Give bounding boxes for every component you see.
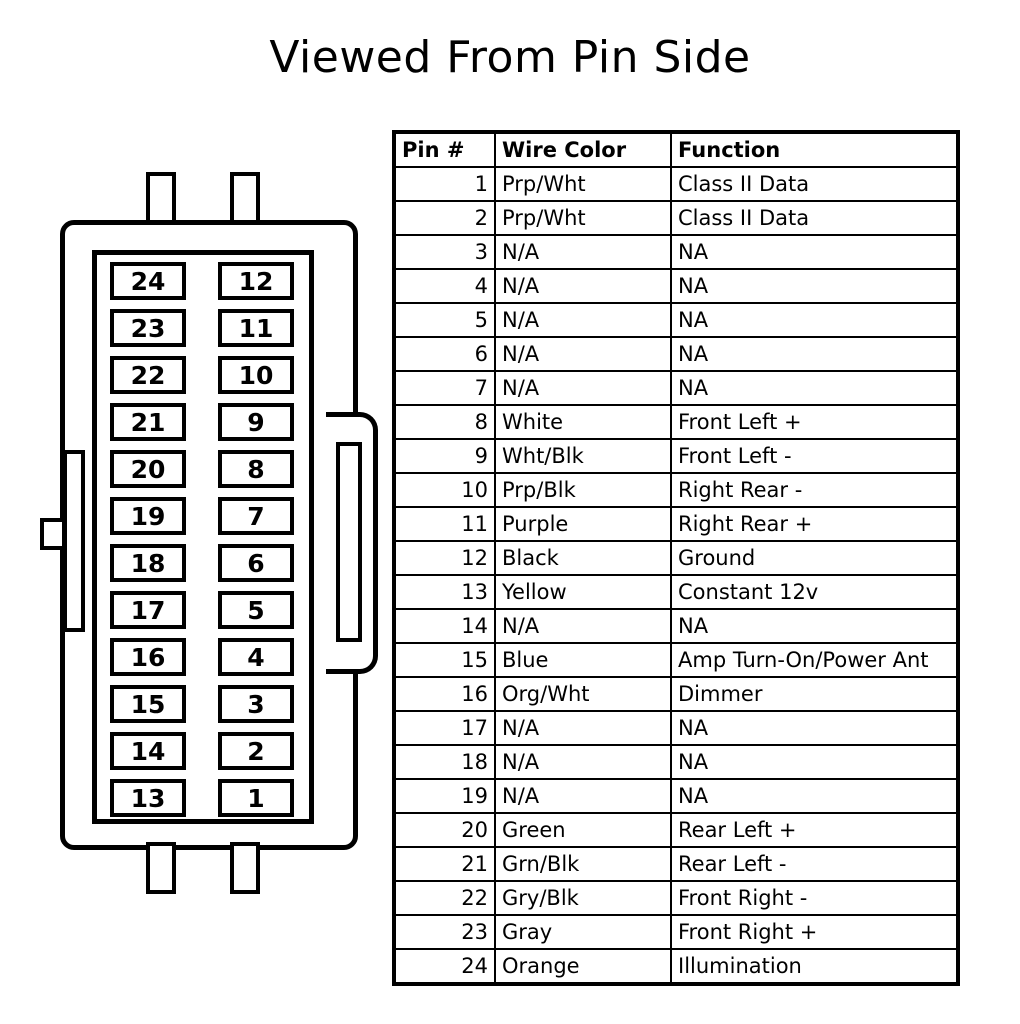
cell-function: Ground (671, 541, 958, 575)
cell-function: NA (671, 779, 958, 813)
pin-box: 17 (110, 591, 186, 629)
cell-function: Rear Left + (671, 813, 958, 847)
pin-box: 22 (110, 356, 186, 394)
pin-box: 8 (218, 450, 294, 488)
cell-function: Class II Data (671, 167, 958, 201)
cell-function: NA (671, 269, 958, 303)
table-row (394, 303, 958, 337)
header-wire-color: Wire Color (495, 132, 671, 167)
cell-pin-number: 6 (394, 337, 495, 371)
table-row (394, 269, 958, 303)
cell-pin-number: 22 (394, 881, 495, 915)
pinout-table-container (392, 130, 960, 986)
pin-box: 11 (218, 309, 294, 347)
cell-pin-number: 2 (394, 201, 495, 235)
cell-pin-number: 24 (394, 949, 495, 984)
cell-wire-color: Wht/Blk (495, 439, 671, 473)
pin-box: 18 (110, 544, 186, 582)
pin-box: 19 (110, 497, 186, 535)
cell-wire-color: Yellow (495, 575, 671, 609)
table-row (394, 745, 958, 779)
table-row (394, 711, 958, 745)
cell-pin-number: 17 (394, 711, 495, 745)
cell-pin-number: 18 (394, 745, 495, 779)
cell-function: Front Left - (671, 439, 958, 473)
cell-pin-number: 4 (394, 269, 495, 303)
header-function: Function (671, 132, 958, 167)
pin-box: 9 (218, 403, 294, 441)
connector-diagram (30, 150, 380, 910)
pin-box: 5 (218, 591, 294, 629)
table-row (394, 915, 958, 949)
table-row (394, 167, 958, 201)
table-row (394, 473, 958, 507)
cell-wire-color: Prp/Wht (495, 167, 671, 201)
cell-wire-color: Blue (495, 643, 671, 677)
table-row (394, 609, 958, 643)
cell-function: Illumination (671, 949, 958, 984)
table-row (394, 235, 958, 269)
cell-function: Right Rear - (671, 473, 958, 507)
cell-function: Rear Left - (671, 847, 958, 881)
cell-pin-number: 19 (394, 779, 495, 813)
cell-wire-color: Grn/Blk (495, 847, 671, 881)
table-row (394, 337, 958, 371)
connector-left-nub (40, 518, 66, 550)
cell-wire-color: N/A (495, 609, 671, 643)
cell-function: Constant 12v (671, 575, 958, 609)
table-row (394, 541, 958, 575)
cell-pin-number: 5 (394, 303, 495, 337)
table-row (394, 371, 958, 405)
cell-function: Front Right + (671, 915, 958, 949)
pin-column-left (110, 262, 186, 826)
cell-function: NA (671, 609, 958, 643)
cell-wire-color: Prp/Blk (495, 473, 671, 507)
table-row (394, 439, 958, 473)
pin-box: 15 (110, 685, 186, 723)
connector-bottom-tab-left (146, 842, 176, 894)
cell-wire-color: Green (495, 813, 671, 847)
cell-wire-color: N/A (495, 269, 671, 303)
pin-box: 1 (218, 779, 294, 817)
cell-function: NA (671, 337, 958, 371)
table-row (394, 779, 958, 813)
pin-box: 24 (110, 262, 186, 300)
pin-box: 23 (110, 309, 186, 347)
table-row (394, 847, 958, 881)
cell-wire-color: Black (495, 541, 671, 575)
pin-box: 4 (218, 638, 294, 676)
cell-function: Dimmer (671, 677, 958, 711)
cell-wire-color: Purple (495, 507, 671, 541)
connector-left-rail (63, 450, 85, 632)
pin-box: 12 (218, 262, 294, 300)
pin-box: 7 (218, 497, 294, 535)
table-row (394, 507, 958, 541)
cell-function: NA (671, 235, 958, 269)
cell-pin-number: 10 (394, 473, 495, 507)
pin-box: 6 (218, 544, 294, 582)
cell-pin-number: 8 (394, 405, 495, 439)
cell-wire-color: N/A (495, 779, 671, 813)
table-row (394, 949, 958, 984)
cell-pin-number: 11 (394, 507, 495, 541)
cell-pin-number: 23 (394, 915, 495, 949)
table-header-row (394, 132, 958, 167)
cell-wire-color: Org/Wht (495, 677, 671, 711)
cell-wire-color: N/A (495, 711, 671, 745)
cell-wire-color: Prp/Wht (495, 201, 671, 235)
cell-wire-color: Gry/Blk (495, 881, 671, 915)
cell-function: Front Right - (671, 881, 958, 915)
cell-pin-number: 9 (394, 439, 495, 473)
cell-wire-color: White (495, 405, 671, 439)
table-row (394, 881, 958, 915)
pinout-table (392, 130, 960, 986)
connector-top-tab-right (230, 172, 260, 224)
cell-function: Front Left + (671, 405, 958, 439)
pin-box: 20 (110, 450, 186, 488)
table-row (394, 201, 958, 235)
cell-wire-color: Gray (495, 915, 671, 949)
cell-pin-number: 12 (394, 541, 495, 575)
cell-wire-color: Orange (495, 949, 671, 984)
pin-box: 2 (218, 732, 294, 770)
table-row (394, 677, 958, 711)
cell-function: NA (671, 303, 958, 337)
cell-pin-number: 13 (394, 575, 495, 609)
cell-wire-color: N/A (495, 745, 671, 779)
pin-box: 10 (218, 356, 294, 394)
pin-box: 14 (110, 732, 186, 770)
connector-right-latch-inner (336, 442, 362, 642)
connector-bottom-tab-right (230, 842, 260, 894)
cell-pin-number: 7 (394, 371, 495, 405)
cell-pin-number: 15 (394, 643, 495, 677)
cell-pin-number: 14 (394, 609, 495, 643)
cell-wire-color: N/A (495, 337, 671, 371)
pin-column-right (218, 262, 294, 826)
cell-wire-color: N/A (495, 235, 671, 269)
pin-box: 13 (110, 779, 186, 817)
cell-pin-number: 21 (394, 847, 495, 881)
table-row (394, 643, 958, 677)
pin-box: 21 (110, 403, 186, 441)
connector-top-tab-left (146, 172, 176, 224)
cell-wire-color: N/A (495, 303, 671, 337)
cell-function: NA (671, 371, 958, 405)
cell-function: Class II Data (671, 201, 958, 235)
pin-box: 16 (110, 638, 186, 676)
cell-pin-number: 20 (394, 813, 495, 847)
cell-wire-color: N/A (495, 371, 671, 405)
cell-function: Amp Turn-On/Power Ant (671, 643, 958, 677)
cell-function: NA (671, 711, 958, 745)
table-row (394, 575, 958, 609)
cell-pin-number: 16 (394, 677, 495, 711)
header-pin-number: Pin # (394, 132, 495, 167)
page-title: Viewed From Pin Side (269, 32, 751, 83)
pin-box: 3 (218, 685, 294, 723)
table-row (394, 813, 958, 847)
cell-pin-number: 1 (394, 167, 495, 201)
table-row (394, 405, 958, 439)
cell-function: Right Rear + (671, 507, 958, 541)
cell-pin-number: 3 (394, 235, 495, 269)
cell-function: NA (671, 745, 958, 779)
